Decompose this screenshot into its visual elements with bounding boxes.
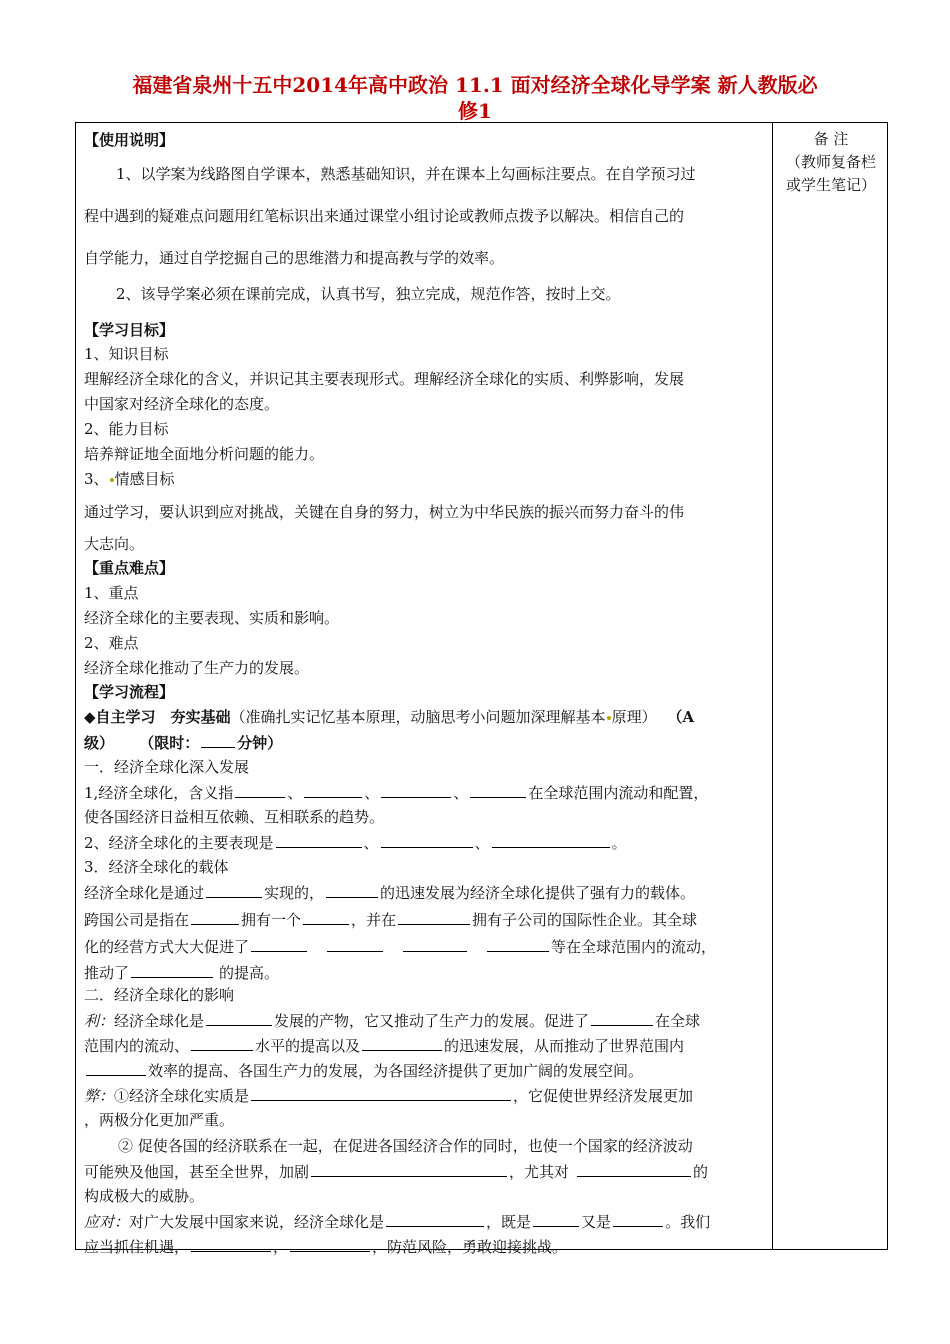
blank[interactable] <box>362 1035 442 1051</box>
blank[interactable] <box>386 1211 484 1227</box>
notes-column <box>776 128 886 197</box>
blank[interactable] <box>206 882 262 898</box>
pro-line1: 利：经济全球化是 发展的产物，它又推动了生产力的发展。促进了 在全球 <box>84 1012 701 1030</box>
goals-heading: 【学习目标】 <box>84 321 175 339</box>
blank[interactable] <box>577 1161 691 1177</box>
instructions-p1-line1: 1、以学案为线路图自学课本，熟悉基础知识，并在课本上勾画标注要点。在自学预习过 <box>116 165 696 183</box>
response-line2: 应当抓住机遇， ， ，防范风险，勇敢迎接挑战。 <box>84 1238 568 1256</box>
blank[interactable] <box>326 882 378 898</box>
blank[interactable] <box>290 1236 370 1252</box>
pro-line3: 效率的提高、各国生产力的发展，为各国经济提供了更加广阔的发展空间。 <box>84 1060 643 1081</box>
blank[interactable] <box>381 782 451 798</box>
blank[interactable] <box>492 832 610 848</box>
knowledge-goal-title: 1、知识目标 <box>84 345 169 363</box>
notes-line-1: （教师复备栏 <box>785 153 876 171</box>
con1-line2: ，两极分化更加严重。 <box>84 1111 235 1129</box>
key-title: 1、重点 <box>84 584 139 602</box>
blank[interactable] <box>191 1236 271 1252</box>
knowledge-goal-line1: 理解经济全球化的含义，并识记其主要表现形式。理解经济全球化的实质、利弊影响，发展 <box>84 370 685 388</box>
blank[interactable] <box>86 1060 146 1076</box>
con2-line3: 构成极大的威胁。 <box>84 1187 205 1205</box>
blank[interactable] <box>131 962 213 978</box>
emotion-goal-title: 3、 情感目标 <box>84 470 175 488</box>
emotion-goal-line2: 大志向。 <box>84 535 145 553</box>
blank[interactable] <box>251 936 307 952</box>
blank[interactable] <box>613 1211 663 1227</box>
q3-line4: 推动了 的提高。 <box>84 964 280 982</box>
key-text: 经济全球化的主要表现、实质和影响。 <box>84 609 340 627</box>
title-line-1: 福建省泉州十五中2014年高中政治 11.1 面对经济全球化导学案 新人教版必 <box>132 73 818 97</box>
instructions-heading: 【使用说明】 <box>84 131 175 149</box>
blank[interactable] <box>381 832 473 848</box>
blank[interactable] <box>311 1161 507 1177</box>
section2-title: 二．经济全球化的影响 <box>84 986 235 1004</box>
blank[interactable] <box>403 936 467 952</box>
con1-line1: 弊：①经济全球化实质是 ，它促使世界经济发展更加 <box>84 1087 694 1105</box>
blank[interactable] <box>276 832 362 848</box>
blank[interactable] <box>327 936 383 952</box>
keypoints-heading: 【重点难点】 <box>84 559 175 577</box>
pro-line2: 范围内的流动、 水平的提高以及 的迅速发展，从而推动了世界范围内 <box>84 1037 685 1055</box>
section1-title: 一．经济全球化深入发展 <box>84 758 250 776</box>
blank[interactable] <box>191 1035 253 1051</box>
blank[interactable] <box>470 782 526 798</box>
mark-dot <box>607 716 611 720</box>
blank[interactable] <box>304 782 362 798</box>
q2-line: 2、经济全球化的主要表现是 、 、 。 <box>84 834 627 852</box>
blank[interactable] <box>206 1010 272 1026</box>
blank[interactable] <box>533 1211 579 1227</box>
q1-line1: 1,经济全球化，含义指 、 、 、 在全球范围内流动和配置， <box>84 784 709 802</box>
title-line-2: 修1 <box>458 99 492 123</box>
response-line1: 应对：对广大发展中国家来说，经济全球化是 ，既是 又是 。我们 <box>84 1213 711 1231</box>
emotion-goal-line1: 通过学习，要认识到应对挑战，关键在自身的努力，树立为中华民族的振兴而努力奋斗的伟 <box>84 503 685 521</box>
instructions-p1-line3: 自学能力，通过自学挖掘自己的思维潜力和提高教与学的效率。 <box>84 249 505 267</box>
blank[interactable] <box>303 909 349 925</box>
q3-title: 3．经济全球化的载体 <box>84 858 229 876</box>
blank[interactable] <box>201 732 235 748</box>
column-divider <box>772 122 773 1250</box>
q1-line2: 使各国经济日益相互依赖、互相联系的趋势。 <box>84 808 385 826</box>
hard-title: 2、难点 <box>84 634 139 652</box>
q3-line2: 跨国公司是指在 拥有一个 ，并在 拥有子公司的国际性企业。其全球 <box>84 911 698 929</box>
con2-line2: 可能殃及他国，甚至全世界，加剧 ，尤其对 的 <box>84 1163 709 1181</box>
con2-line1: ② 促使各国的经济联系在一起，在促进各国经济合作的同时，也使一个国家的经济波动 <box>118 1137 693 1155</box>
blank[interactable] <box>398 909 470 925</box>
ability-goal-text: 培养辩证地全面地分析问题的能力。 <box>84 445 325 463</box>
knowledge-goal-line2: 中国家对经济全球化的态度。 <box>84 395 280 413</box>
instructions-p2: 2、该导学案必须在课前完成，认真书写，独立完成，规范作答，按时上交。 <box>116 285 621 303</box>
blank[interactable] <box>235 782 285 798</box>
mark-dot <box>110 478 114 482</box>
instructions-p1-line2: 程中遇到的疑难点问题用红笔标识出来通过课堂小组讨论或教师点拨予以解决。相信自己的 <box>84 207 685 225</box>
blank[interactable] <box>591 1010 653 1026</box>
q3-line1: 经济全球化是通过 实现的， 的迅速发展为经济全球化提供了强有力的载体。 <box>84 884 696 902</box>
hard-text: 经济全球化推动了生产力的发展。 <box>84 659 310 677</box>
page-title <box>60 72 890 124</box>
notes-line-2: 或学生笔记） <box>785 176 876 194</box>
blank[interactable] <box>487 936 549 952</box>
q3-line3: 化的经营方式大大促进了 等在全球范围内的流动， <box>84 938 717 956</box>
ability-goal-title: 2、能力目标 <box>84 420 169 438</box>
self-study-line: ◆自主学习 夯实基础（准确扎实记忆基本原理，动脑思考小问题加深理解基本 原理） （A <box>84 708 694 726</box>
notes-heading: 备 注 <box>813 130 849 148</box>
process-heading: 【学习流程】 <box>84 683 175 701</box>
blank[interactable] <box>191 909 239 925</box>
blank[interactable] <box>251 1085 511 1101</box>
level-time-line: 级） （限时： 分钟） <box>84 734 283 752</box>
